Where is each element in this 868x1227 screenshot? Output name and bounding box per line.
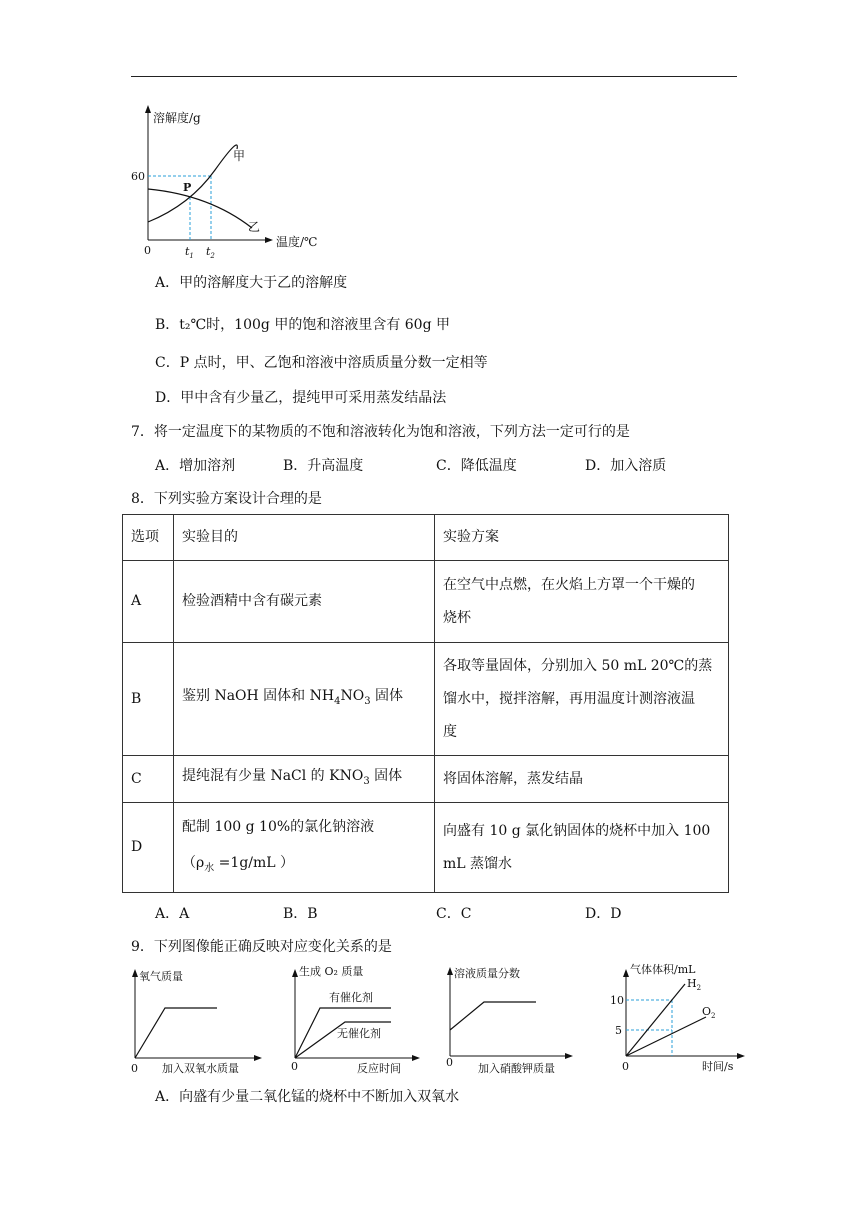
q8-option-d: D．D (585, 906, 622, 922)
q7-stem: 7．将一定温度下的某物质的不饱和溶液转化为饱和溶液，下列方法一定可行的是 (131, 424, 630, 440)
row-plan: 各取等量固体，分别加入 50 mL 20℃的蒸 馏水中，搅拌溶解，再用温度计测溶液温 度 (435, 643, 729, 756)
graph3-xlabel: 加入硝酸钾质量 (478, 1062, 555, 1075)
q8-option-a: A．A (155, 906, 190, 922)
header-plan: 实验方案 (435, 515, 729, 561)
x-tick-t2: $t_2$ (206, 245, 215, 260)
graph2-xlabel: 反应时间 (357, 1062, 401, 1075)
graph2-ylabel: 生成 O₂ 质量 (299, 965, 364, 978)
graph3-line (450, 1002, 536, 1030)
row-purpose: 提纯混有少量 NaCl 的 $KNO_3$ 固体 (174, 756, 435, 803)
graph4-h2-label: $H_2$ (687, 977, 702, 992)
q6-option-a: A．甲的溶解度大于乙的溶解度 (155, 275, 348, 291)
row-purpose: 鉴别 NaOH 固体和 $NH_4NO_3$ 固体 (174, 643, 435, 756)
x-axis-label: 温度/℃ (276, 235, 318, 249)
q9-graph-1 (125, 966, 265, 1078)
q9-graph-2 (285, 962, 425, 1078)
row-key: D (123, 803, 174, 893)
graph3-origin: 0 (446, 1056, 453, 1069)
q7-option-d: D．加入溶质 (585, 458, 667, 474)
graph1-xlabel: 加入双氧水质量 (162, 1062, 239, 1075)
graph3-ylabel: 溶液质量分数 (454, 967, 520, 980)
row-plan: 将固体溶解，蒸发结晶 (435, 756, 729, 803)
graph2-line1-label: 有催化剂 (329, 991, 373, 1004)
graph4-xlabel: 时间/s (702, 1060, 734, 1073)
q6-option-d: D．甲中含有少量乙，提纯甲可采用蒸发结晶法 (155, 390, 447, 406)
q8-table (122, 514, 729, 893)
solubility-chart (120, 100, 360, 260)
q7-option-a: A．增加溶剂 (155, 458, 236, 474)
q9-graph-3 (440, 964, 580, 1076)
y-axis-label: 溶解度/g (153, 111, 201, 125)
graph4-tick-10: 10 (610, 994, 624, 1007)
table-row (123, 756, 729, 803)
table-row (123, 561, 729, 643)
graph1-origin: 0 (131, 1062, 138, 1075)
q6-option-c: C．P 点时，甲、乙饱和溶液中溶质质量分数一定相等 (155, 355, 488, 371)
row-purpose: 检验酒精中含有碳元素 (174, 561, 435, 643)
row-key: A (123, 561, 174, 643)
x-tick-t1: $t_1$ (185, 245, 194, 260)
row-purpose: 配制 100 g 10%的氯化钠溶液 （$\rho_水 =1g/mL$ ） (174, 803, 435, 893)
curve-jia-label: 甲 (233, 149, 246, 163)
graph2-origin: 0 (291, 1060, 298, 1073)
origin-label: 0 (144, 244, 151, 257)
row-key: B (123, 643, 174, 756)
table-row (123, 803, 729, 893)
row-plan: 向盛有 10 g 氯化钠固体的烧杯中加入 100 mL 蒸馏水 (435, 803, 729, 893)
q8-stem: 8．下列实验方案设计合理的是 (131, 491, 322, 507)
graph4-origin: 0 (622, 1060, 629, 1073)
header-option: 选项 (123, 515, 174, 561)
graph1-line (135, 1008, 217, 1058)
row-key: C (123, 756, 174, 803)
header-rule (131, 76, 737, 77)
x-arrow (265, 237, 273, 243)
q6-option-b: B．t₂℃时，100g 甲的饱和溶液里含有 60g 甲 (155, 317, 450, 333)
q9-graph-4 (610, 960, 750, 1076)
graph4-ylabel: 气体体积/mL (630, 963, 696, 976)
graph4-tick-5: 5 (615, 1024, 622, 1037)
table-header-row (123, 515, 729, 561)
header-purpose: 实验目的 (174, 515, 435, 561)
y-arrow (145, 105, 151, 113)
q7-option-c: C．降低温度 (436, 458, 517, 474)
q7-option-b: B．升高温度 (283, 458, 364, 474)
q8-option-c: C．C (436, 906, 472, 922)
graph2-line2-label: 无催化剂 (337, 1027, 381, 1040)
q9-stem: 9．下列图像能正确反映对应变化关系的是 (131, 939, 392, 955)
point-p-label: P (183, 181, 192, 194)
q8-option-b: B．B (283, 906, 318, 922)
curve-yi-label: 乙 (248, 220, 261, 234)
table-row (123, 643, 729, 756)
graph4-o2-label: $O_2$ (702, 1005, 716, 1020)
graph4-line-h2 (626, 984, 685, 1056)
graph4-line-o2 (626, 1017, 706, 1056)
q9-option-a: A．向盛有少量二氧化锰的烧杯中不断加入双氧水 (155, 1089, 460, 1105)
row-plan: 在空气中点燃，在火焰上方罩一个干燥的 烧杯 (435, 561, 729, 643)
curve-yi (148, 189, 252, 228)
graph1-ylabel: 氧气质量 (139, 970, 183, 983)
y-tick-60: 60 (131, 170, 145, 183)
